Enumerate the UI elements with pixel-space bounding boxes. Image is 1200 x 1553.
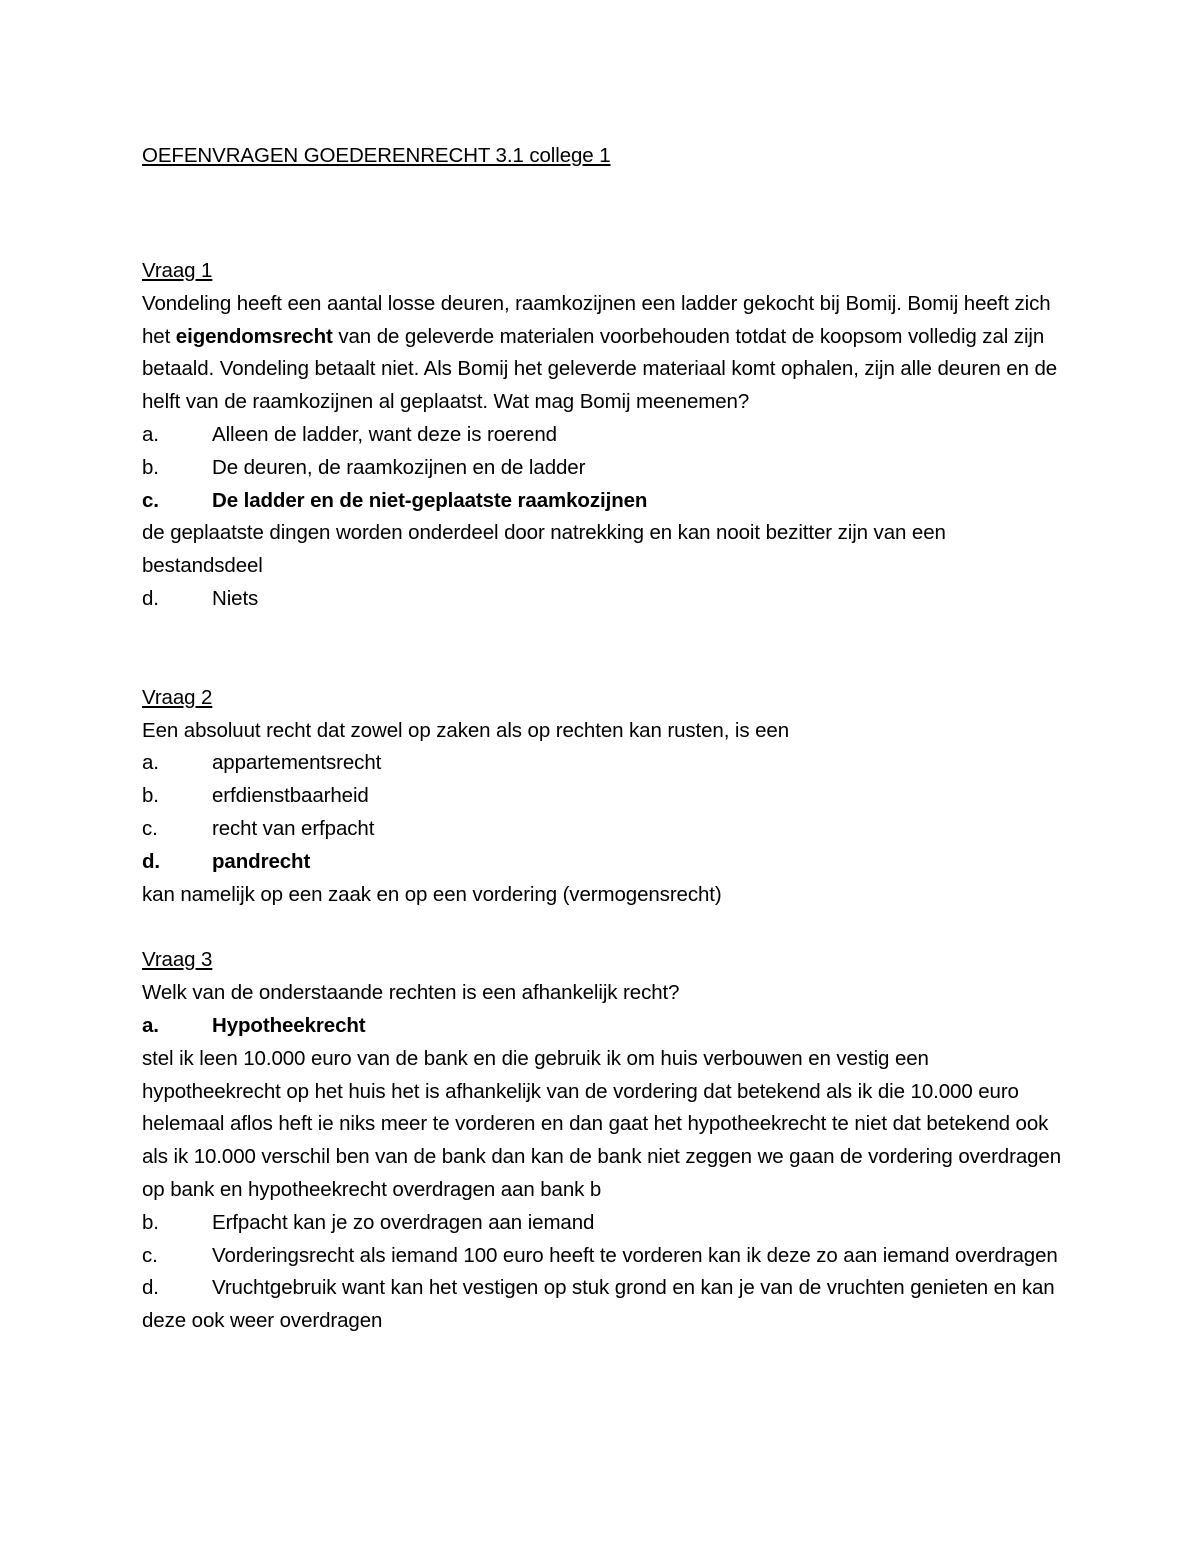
option-text: appartementsrecht <box>212 751 382 775</box>
option-letter: b. <box>142 784 159 808</box>
spacer <box>142 616 1062 682</box>
question-3-text: Welk van de onderstaande rechten is een afhankelijk recht? <box>142 981 680 1005</box>
question-1-option-b <box>142 452 1062 485</box>
question-1-heading: Vraag 1 <box>142 259 213 282</box>
question-2 <box>142 682 1062 912</box>
option-text: Alleen de ladder, want deze is roerend <box>212 422 557 446</box>
option-letter: a. <box>142 751 159 775</box>
option-letter: c. <box>142 816 158 840</box>
question-2-explanation: kan namelijk op een zaak en op een vordering (vermogensrecht) <box>142 882 722 906</box>
option-letter: d. <box>142 586 159 610</box>
option-text: Niets <box>212 586 259 610</box>
spacer <box>142 911 1062 944</box>
option-text: recht van erfpacht <box>212 816 375 840</box>
question-2-option-a <box>142 747 1062 780</box>
spacer <box>142 173 1062 255</box>
question-1-text-part-3: van de geleverde materialen voorbehouden totdat de koopsom volledig zal zijn betaald. Vondeling betaalt niet. Als Bomij het geleverde materiaal komt ophalen, zijn alle deuren en de helft van de raamkozijnen al geplaatst. Wat mag Bomij meenemen? <box>142 324 1058 414</box>
option-letter: a. <box>142 422 159 446</box>
question-1-option-c-answer <box>142 485 1062 518</box>
question-3-option-b <box>142 1207 1062 1240</box>
option-text: erfdienstbaarheid <box>212 784 369 808</box>
question-1-option-a <box>142 419 1062 452</box>
question-2-heading: Vraag 2 <box>142 685 213 709</box>
document-content <box>142 140 1062 1338</box>
question-3-option-d <box>142 1272 1062 1338</box>
option-text: De ladder en de niet-geplaatste raamkozijnen <box>212 488 648 512</box>
question-3 <box>142 944 1062 1338</box>
question-1-text-part-1: Vondeling heeft een aantal losse deuren, raamkozijnen een ladder gekocht bij Bomij. Bomij heeft zich het <box>142 291 1051 348</box>
question-1-text <box>142 288 1062 419</box>
question-1-option-d <box>142 583 1062 616</box>
question-3-option-c <box>142 1240 1062 1273</box>
option-text: Vorderingsrecht als iemand 100 euro heeft te vorderen kan ik deze zo aan iemand overdragen <box>212 1243 1058 1267</box>
option-text: De deuren, de raamkozijnen en de ladder <box>212 455 586 479</box>
option-letter: b. <box>142 455 159 479</box>
option-letter: b. <box>142 1210 159 1234</box>
question-2-option-d-answer <box>142 846 1062 879</box>
option-text: Erfpacht kan je zo overdragen aan iemand <box>212 1210 595 1234</box>
question-3-option-a-answer <box>142 1010 1062 1043</box>
option-text: pandrecht <box>212 849 311 873</box>
document-title: OEFENVRAGEN GOEDERENRECHT 3.1 college 1 <box>142 144 611 167</box>
question-2-text: Een absoluut recht dat zowel op zaken als op rechten kan rusten, is een <box>142 718 790 742</box>
option-letter: d. <box>142 849 161 873</box>
option-letter: c. <box>142 1243 158 1267</box>
option-text: Vruchtgebruik want kan het vestigen op stuk grond en kan je van de vruchten genieten en kan deze ook weer overdragen <box>142 1276 1055 1333</box>
question-2-option-b <box>142 780 1062 813</box>
question-2-option-c <box>142 813 1062 846</box>
option-letter: c. <box>142 488 159 512</box>
option-text: Hypotheekrecht <box>212 1013 366 1037</box>
option-letter: a. <box>142 1013 159 1037</box>
question-1-text-bold-term: eigendomsrecht <box>175 324 333 348</box>
question-3-explanation: stel ik leen 10.000 euro van de bank en die gebruik ik om huis verbouwen en vestig een hypotheekrecht op het huis het is afhankelijk van de vordering dat betekend als ik die 10.000 euro helemaal aflos heft ie niks meer te vorderen en dan gaat het hypotheekrecht te niet dat betekend ook als ik 10.000 verschil ben van de bank dan kan de bank niet zeggen we gaan de vordering overdragen op bank en hypotheekrecht overdragen aan bank b <box>142 1046 1062 1201</box>
option-letter: d. <box>142 1276 159 1300</box>
question-3-heading: Vraag 3 <box>142 948 213 972</box>
question-1 <box>142 255 1062 616</box>
question-1-explanation: de geplaatste dingen worden onderdeel door natrekking en kan nooit bezitter zijn van een bestandsdeel <box>142 521 946 578</box>
